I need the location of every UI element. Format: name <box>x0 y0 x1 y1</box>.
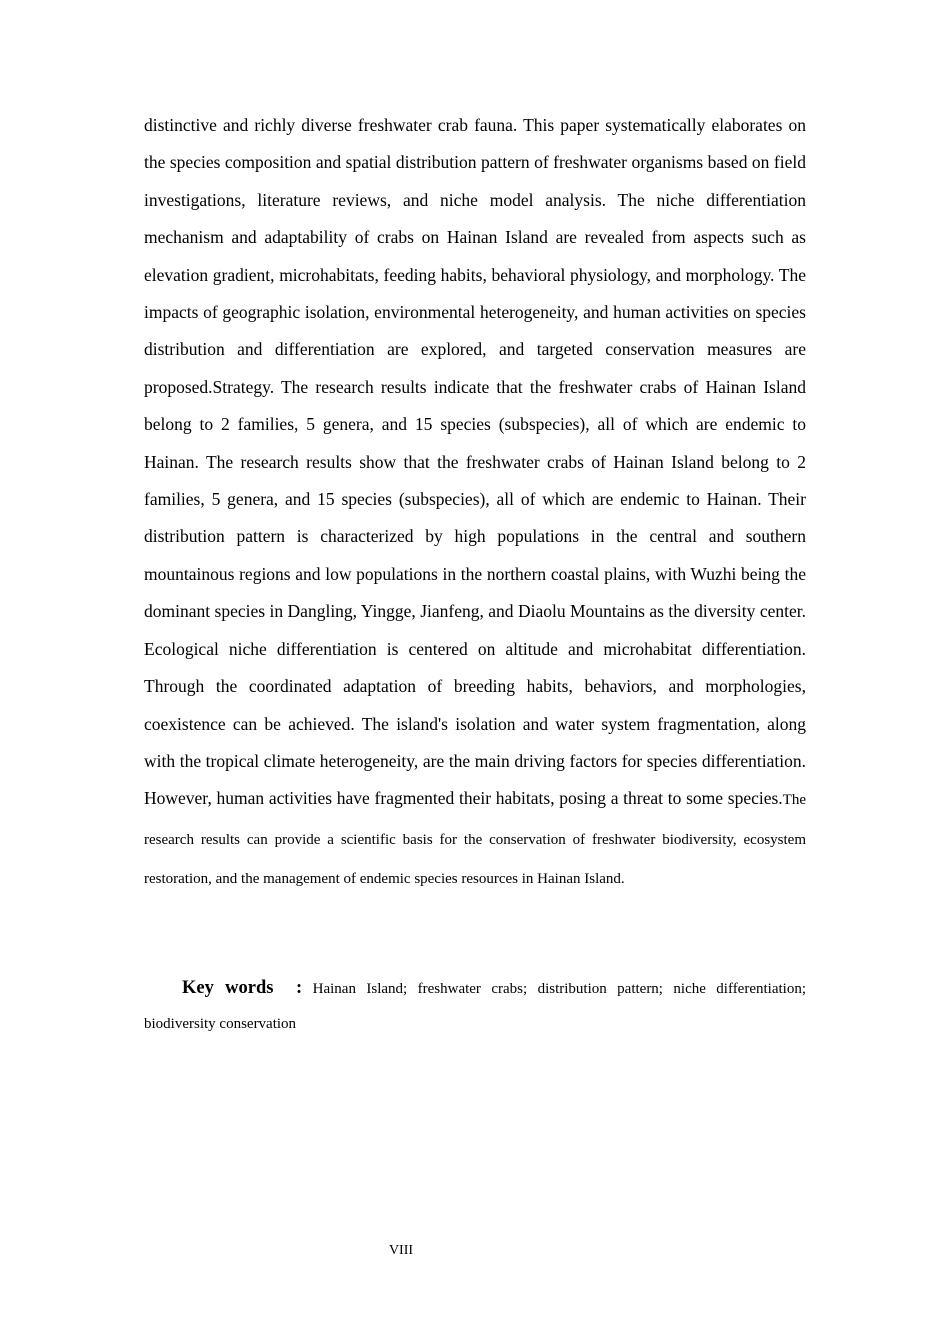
abstract-tail-text: The research results can provide a scientific basis for the conservation of freshwater biodiversity, ecosystem restoration, and the management of endemic species resources in Hainan Island. <box>144 792 806 888</box>
page-number: VIII <box>388 1243 414 1258</box>
keywords-paragraph <box>144 971 806 1042</box>
abstract-text: distinctive and richly diverse freshwater crab fauna. This paper systematically elaborates on the species composition and spatial distribution pattern of freshwater organisms based on field investigations, literature reviews, and niche model analysis. The niche differentiation mechanism and adaptability of crabs on Hainan Island are revealed from aspects such as elevation gradient, microhabitats, feeding habits, behavioral physiology, and morphology. The impacts of geographic isolation, environmental heterogeneity, and human activities on species distribution and differentiation are explored, and targeted conservation measures are proposed.Strategy. The research results indicate that the freshwater crabs of Hainan Island belong to 2 families, 5 genera, and 15 species (subspecies), all of which are endemic to Hainan. The research results show that the freshwater crabs of Hainan Island belong to 2 families, 5 genera, and 15 species (subspecies), all of which are endemic to Hainan. Their distribution pattern is characterized by high populations in the central and southern mountainous regions and low populations in the northern coastal plains, with Wuzhi being the dominant species in Dangling, Yingge, Jianfeng, and Diaolu Mountains as the diversity center. Ecological niche differentiation is centered on altitude and microhabitat differentiation. Through the coordinated adaptation of breeding habits, behaviors, and morphologies, coexistence can be achieved. The island's isolation and water system fragmentation, along with the tropical climate heterogeneity, are the main driving factors for species differentiation. However, human activities have fragmented their habitats, posing a threat to some species. <box>144 115 806 809</box>
abstract-paragraph <box>144 107 806 899</box>
keywords-label: Key words : <box>182 978 303 998</box>
keywords-text: Hainan Island; freshwater crabs; distribution pattern; niche differentiation; biodiversity conservation <box>144 981 806 1032</box>
